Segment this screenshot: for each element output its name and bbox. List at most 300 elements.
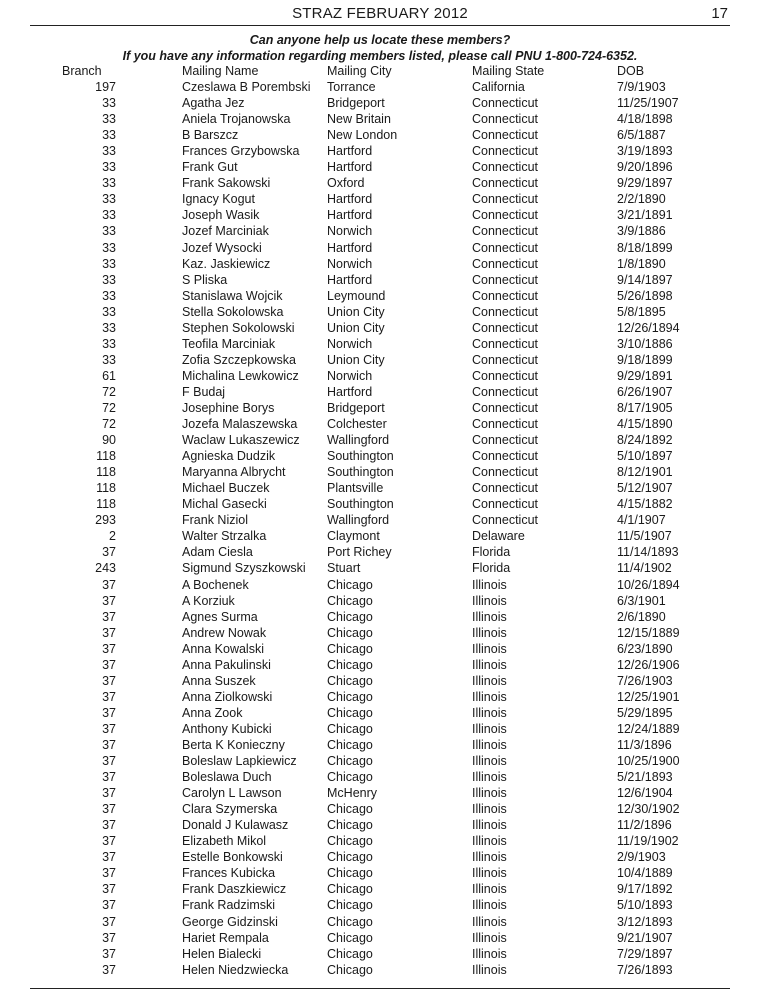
table-row [30,962,727,978]
dob-cell: 4/18/1898 [617,112,673,127]
branch-cell: 33 [102,192,116,207]
table-row [30,577,727,593]
table-row [30,143,727,159]
branch-cell: 37 [102,689,116,704]
dob-cell: 9/21/1907 [617,930,673,945]
dob-cell: 11/25/1907 [617,96,679,111]
table-row [30,865,727,881]
table-row [30,352,727,368]
mailing-state-cell: Connecticut [472,272,539,287]
branch-cell: 33 [102,304,116,319]
dob-cell: 9/29/1897 [617,176,673,191]
mailing-city-cell: Chicago [327,802,373,817]
mailing-state-cell: Illinois [472,705,507,720]
dob-cell: 3/21/1891 [617,208,673,223]
mailing-name-cell: Michael Buczek [182,481,270,496]
mailing-city-cell: Wallingford [327,513,390,528]
mailing-city-cell: Chicago [327,834,373,849]
branch-cell: 33 [102,336,116,351]
mailing-city-cell: Hartford [327,272,373,287]
notice-line-1: Can anyone help us locate these members? [249,33,511,47]
branch-cell: 197 [95,80,116,95]
table-row [30,304,727,320]
mailing-city-cell: Chicago [327,770,373,785]
mailing-name-cell: Adam Ciesla [182,545,253,560]
page-number: 17 [711,5,728,22]
mailing-name-cell: Frank Daszkiewicz [182,882,287,897]
dob-cell: 2/9/1903 [617,850,666,865]
page-header [30,5,730,26]
mailing-city-cell: Chicago [327,914,373,929]
mailing-name-cell: Carolyn L Lawson [182,786,282,801]
members-table [30,63,727,978]
branch-cell: 37 [102,545,116,560]
mailing-state-cell: Illinois [472,834,507,849]
dob-cell: 6/5/1887 [617,128,666,143]
mailing-state-cell: Connecticut [472,128,539,143]
mailing-state-cell: Illinois [472,641,507,656]
mailing-state-cell: Connecticut [472,176,539,191]
branch-cell: 37 [102,705,116,720]
mailing-name-cell: Walter Strzalka [182,529,267,544]
mailing-city-cell: Port Richey [327,545,392,560]
dob-cell: 2/2/1890 [617,192,666,207]
mailing-name-cell: Helen Bialecki [182,946,262,961]
table-row [30,464,727,480]
mailing-state-cell: Illinois [472,754,507,769]
mailing-city-cell: Norwich [327,256,373,271]
table-row [30,753,727,769]
publication-title: STRAZ FEBRUARY 2012 [292,5,468,22]
mailing-name-cell: Anna Ziolkowski [182,689,273,704]
branch-cell: 33 [102,352,116,367]
dob-cell: 11/5/1907 [617,529,672,544]
mailing-state-cell: Illinois [472,577,507,592]
table-row [30,657,727,673]
mailing-state-cell: Illinois [472,882,507,897]
table-row [30,480,727,496]
table-row [30,641,727,657]
dob-cell: 9/17/1892 [617,882,673,897]
dob-cell: 12/15/1889 [617,625,680,640]
column-header-branch: Branch [62,64,102,79]
mailing-state-cell: Illinois [472,898,507,913]
branch-cell: 72 [102,401,116,415]
mailing-state-cell: Connecticut [472,417,539,432]
branch-cell: 37 [102,641,116,656]
dob-cell: 8/12/1901 [617,465,673,480]
mailing-name-cell: Sigmund Szyszkowski [182,561,306,576]
mailing-state-cell: Illinois [472,930,507,945]
mailing-city-cell: Chicago [327,689,373,704]
branch-cell: 37 [102,914,116,929]
dob-cell: 7/29/1897 [617,946,673,961]
branch-cell: 72 [102,417,116,432]
dob-cell: 2/6/1890 [617,609,666,624]
branch-cell: 37 [102,786,116,801]
mailing-name-cell: F Budaj [182,384,226,399]
mailing-state-cell: Illinois [472,786,507,801]
mailing-state-cell: Illinois [472,657,507,672]
mailing-city-cell: Norwich [327,368,373,383]
table-row [30,705,727,721]
mailing-state-cell: Connecticut [472,352,539,367]
mailing-name-cell: Stanislawa Wojcik [182,288,283,303]
dob-cell: 3/19/1893 [617,144,673,159]
table-header-row [30,63,727,79]
dob-cell: 5/12/1907 [617,481,673,496]
table-row [30,849,727,865]
mailing-state-cell: Illinois [472,850,507,865]
branch-cell: 33 [102,224,116,239]
branch-cell: 37 [102,818,116,833]
mailing-city-cell: Hartford [327,240,373,255]
mailing-name-cell: Clara Szymerska [182,802,278,817]
branch-cell: 33 [102,176,116,191]
mailing-city-cell: Southington [327,449,394,464]
mailing-city-cell: Chicago [327,754,373,769]
branch-cell: 33 [102,256,116,271]
branch-cell: 33 [102,144,116,159]
dob-cell: 11/14/1893 [617,545,679,560]
mailing-city-cell: Chicago [327,818,373,833]
branch-cell: 33 [102,160,116,175]
table-row [30,496,727,512]
mailing-name-cell: Hariet Rempala [182,930,269,945]
column-header-dob: DOB [617,64,645,79]
dob-cell: 1/8/1890 [617,256,666,271]
branch-cell: 118 [96,481,116,496]
mailing-name-cell: Berta K Konieczny [182,737,285,752]
dob-cell: 3/9/1886 [617,224,666,239]
table-row [30,801,727,817]
table-row [30,512,727,528]
dob-cell: 12/6/1904 [617,786,673,801]
mailing-name-cell: Anna Suszek [182,673,256,688]
mailing-name-cell: Anna Pakulinski [182,657,271,672]
table-row [30,913,727,929]
table-row [30,930,727,946]
dob-cell: 9/18/1899 [617,352,673,367]
branch-cell: 37 [102,577,116,592]
table-row [30,400,727,416]
mailing-state-cell: Connecticut [472,240,539,255]
table-row [30,593,727,609]
mailing-city-cell: Chicago [327,657,373,672]
dob-cell: 9/20/1896 [617,160,673,175]
dob-cell: 6/26/1907 [617,384,673,399]
dob-cell: 8/17/1905 [617,401,673,415]
dob-cell: 11/3/1896 [617,737,672,752]
mailing-state-cell: Connecticut [472,513,539,528]
mailing-city-cell: Norwich [327,224,373,239]
table-row [30,769,727,785]
mailing-name-cell: Frances Grzybowska [182,144,300,159]
mailing-city-cell: Union City [327,320,385,335]
branch-cell: 37 [102,834,116,849]
mailing-city-cell: New London [327,128,398,143]
table-row [30,897,727,913]
mailing-city-cell: Oxford [327,176,365,191]
mailing-city-cell: Hartford [327,160,373,175]
dob-cell: 12/26/1894 [617,320,680,335]
mailing-state-cell: Illinois [472,721,507,736]
mailing-state-cell: Florida [472,545,511,560]
dob-cell: 5/10/1897 [617,449,673,464]
branch-cell: 37 [102,673,116,688]
mailing-city-cell: Plantsville [327,481,384,496]
branch-cell: 33 [102,240,116,255]
mailing-city-cell: Hartford [327,144,373,159]
mailing-state-cell: Connecticut [472,208,539,223]
mailing-name-cell: Frank Radzimski [182,898,276,913]
mailing-city-cell: Chicago [327,930,373,945]
mailing-name-cell: Frances Kubicka [182,866,276,881]
mailing-city-cell: Torrance [327,80,376,95]
mailing-state-cell: California [472,80,525,95]
mailing-state-cell: Connecticut [472,96,539,111]
branch-cell: 37 [102,802,116,817]
mailing-name-cell: A Korziuk [182,593,235,608]
column-header-mailing-name: Mailing Name [182,64,259,79]
mailing-state-cell: Connecticut [472,112,539,127]
mailing-name-cell: Czeslawa B Porembski [182,80,311,95]
branch-cell: 37 [102,593,116,608]
mailing-state-cell: Connecticut [472,320,539,335]
mailing-name-cell: Waclaw Lukaszewicz [182,433,300,448]
table-row [30,95,727,111]
mailing-city-cell: Chicago [327,737,373,752]
mailing-name-cell: Stella Sokolowska [182,304,284,319]
mailing-state-cell: Connecticut [472,368,539,383]
dob-cell: 10/26/1894 [617,577,680,592]
table-row [30,416,727,432]
mailing-state-cell: Connecticut [472,224,539,239]
branch-cell: 37 [102,770,116,785]
mailing-name-cell: Jozef Marciniak [182,224,269,239]
table-row [30,625,727,641]
dob-cell: 5/10/1893 [617,898,673,913]
mailing-state-cell: Illinois [472,818,507,833]
mailing-city-cell: New Britain [327,112,391,127]
table-row [30,785,727,801]
mailing-state-cell: Illinois [472,946,507,961]
mailing-name-cell: Stephen Sokolowski [182,320,295,335]
mailing-name-cell: Agnieska Dudzik [182,449,276,464]
branch-cell: 37 [102,866,116,881]
mailing-city-cell: Chicago [327,577,373,592]
mailing-city-cell: Chicago [327,641,373,656]
dob-cell: 6/23/1890 [617,641,673,656]
mailing-name-cell: Frank Sakowski [182,176,271,191]
branch-cell: 37 [102,721,116,736]
branch-cell: 37 [102,898,116,913]
table-row [30,256,727,272]
mailing-city-cell: Chicago [327,946,373,961]
branch-cell: 33 [102,112,116,127]
mailing-name-cell: George Gidzinski [182,914,278,929]
branch-cell: 37 [102,737,116,752]
mailing-name-cell: Helen Niedzwiecka [182,962,289,977]
branch-cell: 118 [96,465,116,480]
column-header-mailing-state: Mailing State [472,64,545,79]
branch-cell: 2 [109,529,116,544]
mailing-name-cell: Anna Kowalski [182,641,264,656]
mailing-state-cell: Illinois [472,770,507,785]
footer-rule [30,988,730,989]
table-row [30,191,727,207]
mailing-city-cell: Union City [327,304,385,319]
mailing-city-cell: Bridgeport [327,401,385,415]
dob-cell: 8/18/1899 [617,240,673,255]
mailing-state-cell: Connecticut [472,256,539,271]
mailing-state-cell: Illinois [472,802,507,817]
dob-cell: 5/21/1893 [617,770,673,785]
dob-cell: 3/12/1893 [617,914,673,929]
mailing-state-cell: Illinois [472,737,507,752]
column-header-mailing-city: Mailing City [327,64,392,79]
table-row [30,737,727,753]
branch-cell: 33 [102,128,116,143]
mailing-name-cell: Elizabeth Mikol [182,834,267,849]
mailing-name-cell: Maryanna Albrycht [182,465,286,480]
dob-cell: 3/10/1886 [617,336,673,351]
table-row [30,368,727,384]
branch-cell: 37 [102,754,116,769]
mailing-city-cell: Chicago [327,625,373,640]
mailing-name-cell: Agatha Jez [182,96,245,111]
dob-cell: 5/29/1895 [617,705,673,720]
branch-cell: 37 [102,882,116,897]
mailing-state-cell: Connecticut [472,433,539,448]
branch-cell: 293 [95,513,116,528]
mailing-name-cell: Estelle Bonkowski [182,850,283,865]
mailing-state-cell: Connecticut [472,288,539,303]
branch-cell: 118 [96,449,116,464]
mailing-state-cell: Connecticut [472,192,539,207]
branch-cell: 37 [102,850,116,865]
branch-cell: 37 [102,962,116,977]
table-row [30,544,727,560]
table-row [30,111,727,127]
mailing-state-cell: Illinois [472,914,507,929]
mailing-name-cell: Kaz. Jaskiewicz [182,256,271,271]
branch-cell: 37 [102,625,116,640]
dob-cell: 7/26/1893 [617,962,673,977]
mailing-name-cell: Boleslawa Duch [182,770,272,785]
mailing-city-cell: Chicago [327,850,373,865]
table-row [30,817,727,833]
dob-cell: 10/25/1900 [617,754,680,769]
mailing-city-cell: Norwich [327,336,373,351]
branch-cell: 37 [102,946,116,961]
mailing-name-cell: Zofia Szczepkowska [182,352,296,367]
mailing-name-cell: Andrew Nowak [182,625,267,640]
mailing-name-cell: Agnes Surma [182,609,258,624]
mailing-state-cell: Connecticut [472,465,539,480]
mailing-city-cell: Chicago [327,898,373,913]
table-row [30,223,727,239]
mailing-city-cell: Hartford [327,384,373,399]
dob-cell: 7/26/1903 [617,673,673,688]
mailing-city-cell: Southington [327,465,394,480]
table-row [30,432,727,448]
dob-cell: 8/24/1892 [617,433,673,448]
notice-line-2: If you have any information regarding members listed, please call PNU 1-800-724-6352. [122,49,638,63]
dob-cell: 4/15/1882 [617,497,673,512]
branch-cell: 72 [102,384,116,399]
table-row [30,79,727,95]
table-row [30,175,727,191]
mailing-city-cell: Hartford [327,192,373,207]
mailing-city-cell: Chicago [327,721,373,736]
mailing-state-cell: Illinois [472,689,507,704]
mailing-name-cell: Boleslaw Lapkiewicz [182,754,297,769]
branch-cell: 37 [102,609,116,624]
table-row [30,207,727,223]
dob-cell: 5/8/1895 [617,304,666,319]
dob-cell: 5/26/1898 [617,288,673,303]
mailing-state-cell: Illinois [472,866,507,881]
mailing-city-cell: Claymont [327,529,380,544]
table-body [30,79,727,978]
mailing-state-cell: Illinois [472,673,507,688]
dob-cell: 6/3/1901 [617,593,666,608]
mailing-city-cell: Bridgeport [327,96,385,111]
mailing-state-cell: Connecticut [472,449,539,464]
table-row [30,833,727,849]
branch-cell: 33 [102,96,116,111]
mailing-name-cell: Aniela Trojanowska [182,112,291,127]
mailing-city-cell: Southington [327,497,394,512]
table-row [30,448,727,464]
dob-cell: 4/15/1890 [617,417,673,432]
branch-cell: 33 [102,320,116,335]
table-row [30,288,727,304]
mailing-city-cell: Colchester [327,417,387,432]
table-row [30,673,727,689]
table-row [30,528,727,544]
mailing-name-cell: Frank Niziol [182,513,248,528]
mailing-name-cell: Anthony Kubicki [182,721,272,736]
table-row [30,320,727,336]
branch-cell: 33 [102,288,116,303]
table-row [30,159,727,175]
table-row [30,127,727,143]
dob-cell: 9/14/1897 [617,272,673,287]
mailing-city-cell: Chicago [327,673,373,688]
mailing-name-cell: Frank Gut [182,160,238,175]
mailing-city-cell: Wallingford [327,433,390,448]
dob-cell: 11/19/1902 [617,834,679,849]
mailing-city-cell: Chicago [327,962,373,977]
table-row [30,721,727,737]
mailing-name-cell: Josephine Borys [182,401,275,415]
mailing-name-cell: Joseph Wasik [182,208,260,223]
table-row [30,689,727,705]
mailing-state-cell: Connecticut [472,401,539,415]
table-row [30,384,727,400]
branch-cell: 37 [102,930,116,945]
mailing-state-cell: Connecticut [472,144,539,159]
mailing-city-cell: Chicago [327,882,373,897]
table-row [30,946,727,962]
mailing-name-cell: Ignacy Kogut [182,192,255,207]
mailing-city-cell: Chicago [327,593,373,608]
mailing-state-cell: Connecticut [472,384,539,399]
mailing-state-cell: Connecticut [472,160,539,175]
dob-cell: 11/2/1896 [617,818,672,833]
